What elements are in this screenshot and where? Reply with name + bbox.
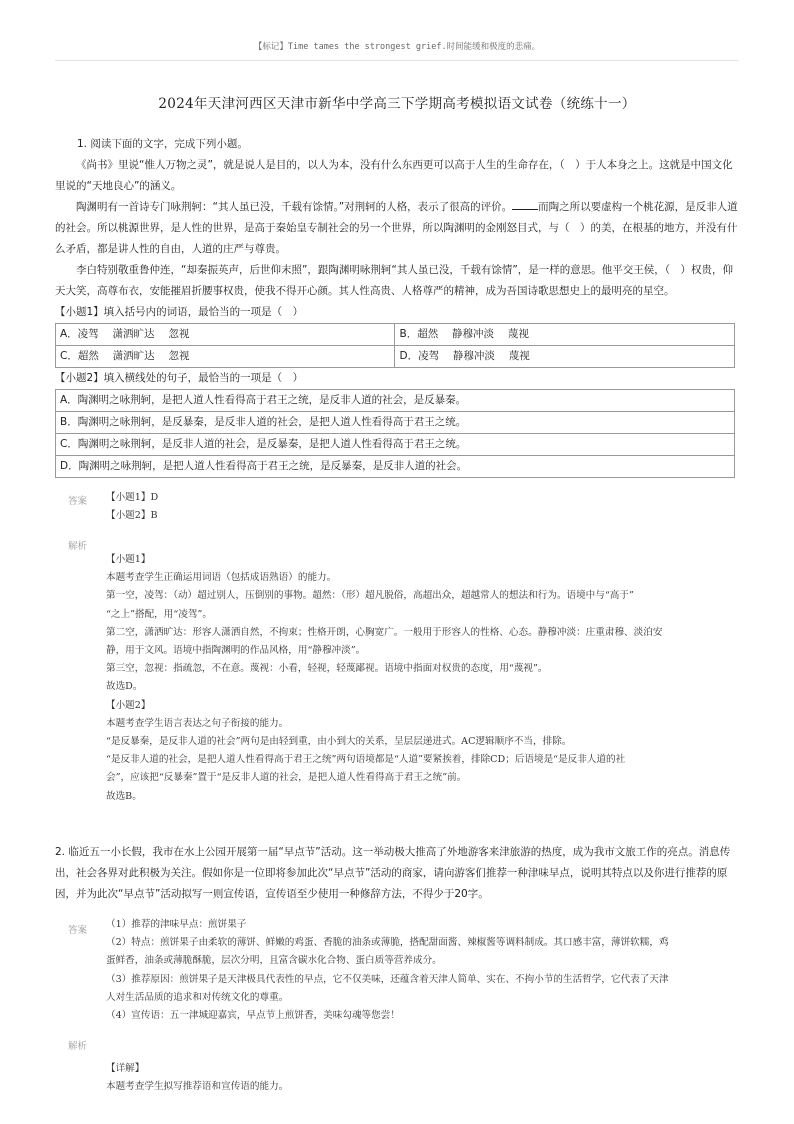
- header-note: 【标记】Time tames the strongest grief.时间能缓和极度的悲痛。: [253, 42, 541, 52]
- analysis-text: [106, 551, 726, 806]
- option-a[interactable]: A．陶渊明之咏荆轲，是把人道人性看得高于君王之统，是反非人道的社会，是反暴秦。: [56, 390, 735, 412]
- answer-list: [106, 489, 726, 525]
- question-2: 2. 临近五一小长假，我市在水上公园开展第一届“早点节”活动。这一举动极大推高了外地游客来津旅游的热度，成为我市文旅工作的亮点。消息传出，社会各界对此积极为关注。假如你是一位即将参加此次“早点节”活动的商家，请向游客们推荐一种津味早点，说明其特点以及你进行推荐的原因，并为此次“早点节”活动拟写一则宣传语，宣传语至少使用一种修辞方法，不得少于20字。: [55, 846, 731, 900]
- fill-blank: [512, 199, 538, 210]
- analysis-line: 会”，应该把“反暴秦”置于“是反非人道的社会，是把人道人性看得高于君王之统”前。: [106, 772, 467, 784]
- answer-list: [106, 916, 726, 1025]
- page-title: 2024年天津河西区天津市新华中学高三下学期高考模拟语文试卷（统练十一）: [158, 96, 636, 112]
- answer-label: 答案: [68, 496, 88, 507]
- subquestion-1-stem: 【小题1】填入括号内的词语，最恰当的一项是（ ）: [55, 306, 304, 318]
- answer-label: 答案: [68, 925, 88, 936]
- passage-paragraph-2: [55, 197, 740, 260]
- analysis-line: 第一空，凌驾：（动）超过别人，压倒别的事物。超然：（形）超凡脱俗，高超出众，超越常人的想法和行为。语境中与“高于”: [106, 590, 634, 602]
- analysis-line: 静，用于文风。语境中指陶渊明的作品风格，用“静穆冲淡”。: [106, 645, 366, 657]
- option-c[interactable]: C．超然 潇洒旷达 忽视: [56, 346, 395, 368]
- option-b[interactable]: B．超然 静穆冲淡 蔑视: [395, 324, 735, 346]
- passage-paragraph-2-a: 陶渊明有一首诗专门咏荆轲：“其人虽已没，千载有馀情。”对荆轲的人格，表示了很高的评价。: [76, 201, 513, 213]
- answer-line: 【小题2】B: [106, 510, 158, 522]
- analysis-line: 【小题2】: [106, 699, 151, 711]
- analysis-line: “是反暴秦，是反非人道的社会”两句是由轻到重，由小到大的关系，呈层层递进式。AC逻辑顺序不当，排除。: [106, 736, 572, 748]
- subquestion-1-options: [55, 323, 735, 368]
- answer-line: 人对生活品质的追求和对传统文化的尊重。: [106, 991, 289, 1003]
- option-b[interactable]: B．陶渊明之咏荆轲，是反暴秦，是反非人道的社会，是把人道人性看得高于君王之统。: [56, 412, 735, 434]
- analysis-line: “是反非人道的社会，是把人道人性看得高于君王之统”两句语境都是“人道”要紧挨着，排除CD；后语境是“是反非人道的社: [106, 754, 626, 766]
- passage-paragraph-2-b: 而陶之所以要虚构一个桃花源，是反非人道的社会。所以桃源世界，是人性的世界，是高于秦始皇专制社会的另一个世界，所以陶渊明的金刚怒目式，与（ ）的美，在根基的地方，并没有什么矛盾，都是讲人性的自由，人道的庄严与尊贵。: [55, 201, 738, 255]
- analysis-line: “之上”搭配，用“凌驾”。: [106, 608, 212, 620]
- subquestion-2-options: [55, 389, 735, 478]
- subquestion-2-stem: 【小题2】填入横线处的句子，最恰当的一项是（ ）: [55, 372, 304, 384]
- answer-line: （4）宣传语：五一津城迎嘉宾，早点节上煎饼香，美味勾魂等您尝！: [106, 1010, 400, 1022]
- question-1-intro: 1. 阅读下面的文字，完成下列小题。: [77, 138, 248, 150]
- analysis-label: 解析: [68, 541, 88, 552]
- passage-paragraph-1: 《尚书》里说“惟人万物之灵”，就是说人是目的，以人为本，没有什么东西更可以高于人生的生命存在，（ ）于人本身之上。这就是中国文化里说的“天地良心”的涵义。: [55, 159, 733, 192]
- analysis-line: 第二空，潇洒旷达：形容人潇洒自然，不拘束；性格开朗，心胸宽广。一般用于形容人的性格、心态。静穆冲淡：庄重肃穆、淡泊安: [106, 626, 663, 638]
- analysis-line: 本题考查学生语言表达之句子衔接的能力。: [106, 717, 289, 729]
- analysis-line: 本题考查学生正确运用词语（包括成语熟语）的能力。: [106, 572, 337, 584]
- option-a[interactable]: A．凌驾 潇洒旷达 忽视: [56, 324, 395, 346]
- analysis-line: 【详解】: [106, 1063, 145, 1074]
- answer-line: 蛋鲜香，油条或薄脆酥脆，层次分明，且富含碳水化合物、蛋白质等营养成分。: [106, 955, 442, 967]
- analysis-line: 故选B。: [106, 790, 142, 802]
- analysis-line: 第三空，忽视：指疏忽，不在意。蔑视：小看，轻视，轻蔑鄙视。语境中指面对权贵的态度，用“蔑视”。: [106, 663, 548, 675]
- answer-line: （3）推荐原因：煎饼果子是天津极具代表性的早点，它不仅美味，还蕴含着天津人简单、实在、不拘小节的生活哲学，它代表了天津: [106, 973, 669, 985]
- analysis-text: [106, 1060, 726, 1096]
- analysis-line: 本题考查学生拟写推荐语和宣传语的能力。: [106, 1081, 289, 1093]
- header-divider: [55, 60, 739, 61]
- option-c[interactable]: C．陶渊明之咏荆轲，是反非人道的社会，是反暴秦，是把人道人性看得高于君王之统。: [56, 434, 735, 456]
- answer-line: （2）特点：煎饼果子由柔软的薄饼、鲜嫩的鸡蛋、香脆的油条或薄脆，搭配甜面酱、辣椒酱等调料制成。其口感丰富，薄饼软糯，鸡: [106, 937, 669, 949]
- option-d[interactable]: D．陶渊明之咏荆轲，是把人道人性看得高于君王之统，是反暴秦，是反非人道的社会。: [56, 456, 735, 478]
- analysis-label: 解析: [68, 1041, 88, 1052]
- answer-line: 【小题1】D: [106, 492, 159, 503]
- option-d[interactable]: D．凌驾 静穆冲淡 蔑视: [395, 346, 735, 368]
- analysis-line: 【小题1】: [106, 554, 151, 565]
- passage-paragraph-3: 李白特别敬重鲁仲连，“却秦振英声，后世仰末照”，跟陶渊明咏荆轲“其人虽已没，千载有馀情”，是一样的意思。他平交王侯，（ ）权贵，仰天大笑，高尊布衣，安能摧眉折腰事权贵，使我不得开心颜。其人性高贵、人格尊严的精神，成为吾国诗歌思想史上的最明亮的星空。: [55, 264, 734, 297]
- analysis-line: 故选D。: [106, 681, 143, 693]
- question-1: [55, 134, 740, 478]
- answer-line: （1）推荐的津味早点：煎饼果子: [106, 919, 247, 930]
